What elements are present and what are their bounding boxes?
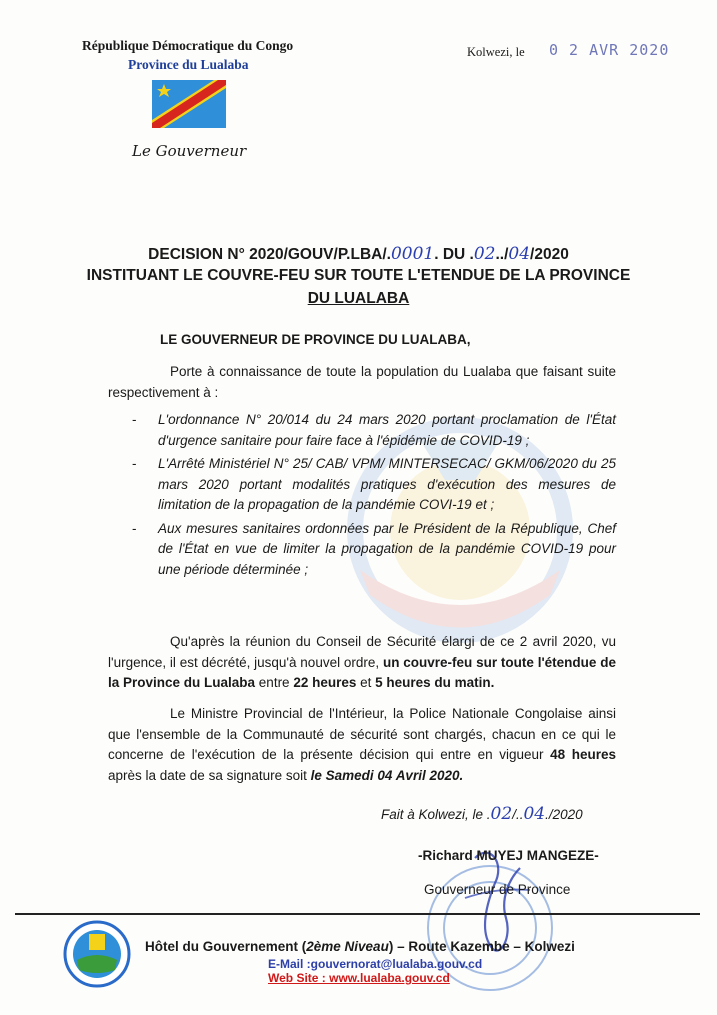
footer-address: Hôtel du Gouvernement (2ème Niveau) – Route Kazembe – Kolwezi [145,939,575,954]
date-label: Kolwezi, le [467,45,525,59]
decree-item: - L'Arrêté Ministériel N° 25/ CAB/ VPM/ MINTERSECAC/ GKM/06/2020 du 25 mars 2020 portant modalités pratiques d'exécution des mesures de limitation de la propagation de la pandémie COVI-19 et ; [132,456,616,512]
province-name: Province du Lualaba [128,57,249,72]
drc-flag-icon [152,80,226,128]
footer-divider [15,913,700,915]
handwritten-sign-month: 04 [523,804,546,824]
handwritten-month: 04 [508,244,531,264]
date-stamp: 0 2 AVR 2020 [549,41,670,59]
decision-title-line3: DU LUALABA [307,290,410,307]
governor-office-label: Le Gouverneur [132,142,247,160]
handwritten-sign-day: 02 [490,804,513,824]
intro-paragraph: Porte à connaissance de toute la population du Lualaba que faisant suite respectivement à : [108,364,616,400]
governor-heading: LE GOUVERNEUR DE PROVINCE DU LUALABA, [160,332,471,347]
signer-title: Gouverneur de Province [424,882,571,897]
curfew-paragraph: Qu'après la réunion du Conseil de Sécurité élargi de ce 2 avril 2020, vu l'urgence, il est décrété, jusqu'à nouvel ordre, un couvre-feu sur toute l'étendue de la Province du Lualaba entre 22 heures et 5 heures du matin. [108,634,616,690]
decree-item: - Aux mesures sanitaires ordonnées par le Président de la République, Chef de l'État en vue de limiter la propagation de la pandémie COVID-19 pour une période déterminée ; [132,520,616,577]
signer-name: -Richard MUYEJ MANGEZE- [418,848,599,863]
footer-website-link[interactable]: Web Site : www.lualaba.gouv.cd [268,971,450,985]
signing-place-date: Fait à Kolwezi, le .02/..04./2020 [381,804,583,824]
country-name: République Démocratique du Congo [82,38,294,53]
enforcement-paragraph: Le Ministre Provincial de l'Intérieur, la Police Nationale Congolaise ainsi que l'ensemble de la Communauté de sécurité sont chargés, chacun en ce qui le concerne de l'exécution de la présente décision qui entre en vigueur 48 heures après la date de sa signature soit le Samedi 04 Avril 2020. [108,706,616,783]
decree-item: - L'ordonnance N° 20/014 du 24 mars 2020 portant proclamation de l'État d'urgence sanitaire pour faire face à l'épidémie de COVID-19 ; [132,412,616,448]
decision-title-line1: DECISION N° 2020/GOUV/P.LBA/.0001. DU .02../04/2020 [148,244,569,264]
decision-title-line2: INSTITUANT LE COUVRE-FEU SUR TOUTE L'ETENDUE DE LA PROVINCE [86,267,631,284]
footer-email: E-Mail :gouvernorat@lualaba.gouv.cd [268,957,483,971]
province-logo-icon [63,920,131,988]
decree-list [130,410,616,583]
handwritten-decision-number: 0001 [390,244,435,264]
handwritten-day: 02 [473,244,496,264]
